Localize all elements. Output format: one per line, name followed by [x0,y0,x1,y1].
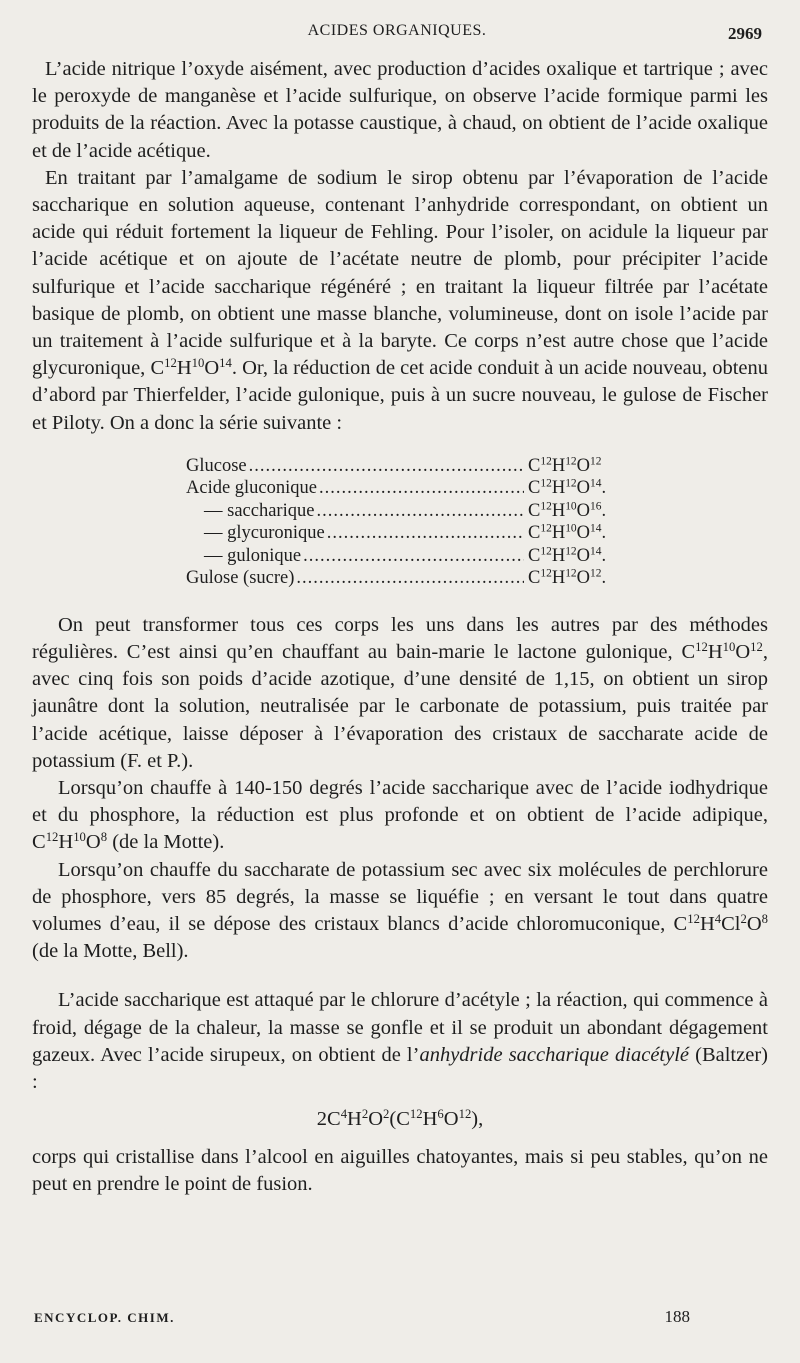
series-row: Acide gluconique ..... $C^{12}H^{12}O^{14}$. [186,477,646,500]
paragraph-7: corps qui cristallise dans l’alcool en aiguilles chatoyantes, mais si peu stables, qu’on ne peut en prendre le point de fusion. [32,1145,768,1195]
formula-glycuronic: $C^{12}H^{10}O^{14}$ [150,356,232,380]
paragraph-4: Lorsqu’on chauffe à 140-150 degrés l’acide saccharique avec de l’acide iodhydrique et du phosphore, la réduction est plus profonde et on obtient de l’acide adipique, $C^{12}H^{10}O^8$ (de la Motte). [32,777,768,854]
series-row: Glucose ..... $C^{12}H^{12}O^{12}$ [186,455,646,478]
formula-lactone: $C^{12}H^{10}O^{12}$ [681,640,763,664]
footer-signature: ENCYCLOP. CHIM. [34,1310,175,1325]
body-text [32,56,768,1198]
page-number: 2969 [728,24,762,43]
series-row: — saccharique ..... $C^{12}H^{10}O^{16}$. [186,500,646,523]
series-row: — gulonique ..... $C^{12}H^{12}O^{14}$. [186,545,646,568]
compound-series-list [186,455,646,590]
series-row: — glycuronique ..... $C^{12}H^{10}O^{14}$. [186,522,646,545]
series-row: Gulose (sucre) ..... $C^{12}H^{12}O^{12}$. [186,567,646,590]
paragraph-5: Lorsqu’on chauffe du saccharate de potassium sec avec six molécules de perchlorure de phosphore, vers 85 degrés, la masse se liquéfie ; en versant le tout dans quatre volumes d’eau, il se dépose des cristaux blancs d’acide chloromuconique, $C^{12}H^4Cl^2O^8$ (de la Motte, Bell). [32,858,769,963]
paragraph-1: L’acide nitrique l’oxyde aisément, avec production d’acides oxalique et tartrique ; avec le peroxyde de manganèse et l’acide sulfurique, on observe l’acide formique parmi les produits de la réaction. Avec la potasse caustique, à chaud, on obtient de l’acide oxalique et de l’acide acétique. [32,58,768,162]
page-footer [34,1307,690,1332]
page-header [32,22,762,46]
paragraph-6: L’acide saccharique est attaqué par le chlorure d’acétyle ; la réaction, qui commence à froid, dégage de la chaleur, la masse se gonfle et il se produit un abondant dégagement gazeux. Avec l’acide sirupeux, on obtient de l’anhydride saccharique diacétylé (Baltzer) : [32,989,768,1094]
formula-chloromuconic: $C^{12}H^4Cl^2O^8$ [673,912,769,936]
signature-number: 188 [664,1307,690,1326]
paragraph-2: En traitant par l’amalgame de sodium le sirop obtenu par l’évaporation de l’acide saccharique en solution aqueuse, contenant l’anhydride correspondant, on obtient un acide qui réduit fortement la liqueur de Fehling. Pour l’isoler, on acidule la liqueur par l’acide acétique et on ajoute de l’acétate neutre de plomb, pour précipiter l’acide sulfurique et l’acide saccharique régénéré ; en traitant la liqueur filtrée par l’acétate basique de plomb, on obtient une masse blanche, volumineuse, dont on isole l’acide par un traitement à l’acide sulfurique et à la baryte. Ce corps n’est autre chose que l’acide glycuronique, $C^{12}H^{10}O^{14}$. Or, la réduction de cet acide conduit à un acide nouveau, obtenu d’abord par Thierfelder, l’acide gulonique, puis à un sucre nouveau, le gulose de Fischer et Piloty. On a donc la série suivante : [32,166,768,434]
formula-diacetyl: $2C^4H^2O^2(C^{12}H^6O^{12})$, [316,1107,484,1131]
running-title: ACIDES ORGANIQUES. [307,22,487,39]
paragraph-3: On peut transformer tous ces corps les uns dans les autres par des méthodes régulières. C’est ainsi qu’en chauffant au bain-marie le lactone gulonique, $C^{12}H^{10}O^{12}$, avec cinq fois son poids d’acide azotique, d’une densité de 1,15, on obtient un sirop jaunâtre dont la solution, neutralisée par le carbonate de potassium, puis traitée par l’acide acétique, laisse déposer à l’évaporation des cristaux de saccharate acide de potassium (F. et P.). [32,613,768,772]
formula-adipic: $C^{12}H^{10}O^8$ [32,830,108,854]
